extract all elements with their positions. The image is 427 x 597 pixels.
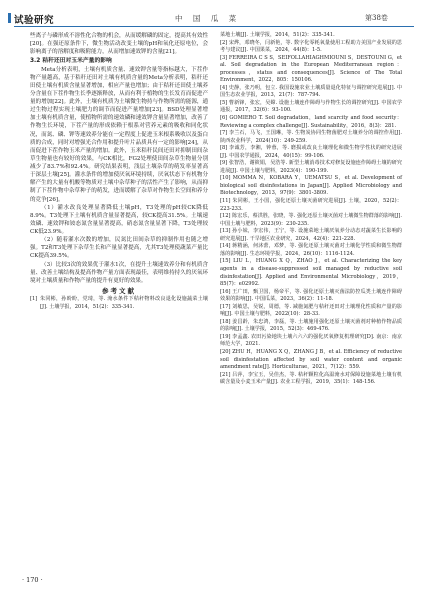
reference-item: [21] 吕萍，李宝玉，吴佳杰，等. 秸秆颗粒化高温淹水对保障设施菜地土壤有机碳含量及小麦玉米产量[J]. 农业工程学报，2019，35(1)：148-156.	[220, 371, 402, 386]
section-tag-marker	[8, 13, 11, 23]
references-title: 参考文献	[102, 286, 136, 295]
header-divider	[14, 26, 414, 27]
section-tag: 试验研究	[14, 15, 55, 26]
reference-item: [12] 陈宏乐，蔡洪胜，张晓，等. 强化还原土壤灭菌对土壤微生物群落的影响[J]. 中国土壤与肥料，2023(9)：230-235.	[220, 213, 402, 227]
reference-number: [1]	[30, 296, 38, 302]
reference-text: 朱同彬，孙盼盼，党琦，等. 淹水条件下秸秆物料改良退化设施蔬菜土壤[J]. 土壤学报，2014，51(2)：335-341.	[40, 296, 208, 310]
reference-item: [8] 李诚芳，李湘，钟蓉，等. 磨损或改良土壤理化和微生物学性状的研究进展[J]. 中国农学通报，2024，40(15)：99-106.	[220, 145, 402, 159]
reference-item: [14] 蒋精涵，何沐蕾，邓梦，等. 强化还原土壤灭菌对土壤化学性质和微生物群落的影响[J]. 生态环境学报，2024，26(10)：1116-1124.	[220, 243, 402, 257]
reference-item: [4] 史静，张乃明，包立. 我国设施农业土壤质量退化特征与调控研究进展[J]. 中国生态农业学报，2013，21(7)：787-794.	[220, 84, 402, 99]
journal-name: 中 国 瓜 菜	[175, 14, 241, 23]
reference-item: [10] MOMMA N，KOBARA Y，UEMATSU S，et al. Development of biological soil disinfestations in Japan[J]. Applied Microbiology and Biotechnology，2013，97(9)：3801-3809.	[220, 175, 402, 197]
reference-item: [3] FERREIRA C S S，SEIFOLLAHIAGHMIOUNI S，DESTOUNI G，et al. Soil degradation in the European Mediterranean region：processes，status and consequences[J]. Science of The Total Environment，2022，805：150106.	[220, 54, 402, 84]
body-paragraph: （2）随着灌水次数的增加，民氮比田间杂草的抑制作用也随之增强。T2和T3处理下杂草生长和产量显著提高，尤其T3处理使蔬菜产量比CK提高39.5%。	[30, 237, 208, 260]
reference-item: [11] 朱同彬，王小国，强化还原土壤灭菌研究进展[J]. 土壤，2020，52(2)：223-233.	[220, 198, 402, 212]
reference-item: [5] 曹新锋，张宏，吴嫦. 设施土壤连作障碍与作物生长的调控研究[J]. 中国农学通报，2017，32(6)：93-100.	[220, 99, 402, 114]
left-column	[30, 32, 208, 311]
page-header	[0, 0, 427, 30]
reference-item: [19] 李孟鑫. 农田污染地块土壤六六六的强化厌氧修复机理研究[D]. 南京：南京师范大学，2021.	[220, 333, 402, 348]
reference-item: [13] 孙小妹，李宏伟，王宁，等. 设施菜地土壤厌氧养分动态对蔬菜生长影响的研究进展[J]. 干旱地区农业研究，2024，42(4)：221-228.	[220, 228, 402, 242]
page-number: · 170 ·	[22, 576, 43, 584]
body-paragraph: （3）比较3次的效果优于灌水1次，在提升土壤速效养分和有机质含量、改善土壤结构及提高作物产量方面表现最佳，表明维持持久的厌氧环境对土壤质量和作物产量的提升有更好的效果。	[30, 261, 208, 284]
reference-item: [18] 姜昌龄，朱忠鸿，李磊，等. 土壤施用强化还原土壤灭菌剂对种植作物品质的影响[J]. 土壤学报，2015，52(3)：469-476.	[220, 318, 402, 333]
body-paragraph: Meta分析表明，土壤有机质含量、速效钾含量等指标越大，下茬作物产量越高，基于秸秆还田对土壤有机质含量的Meta分析表明，秸秆还田使土壤有机质含量显著增加，相应产量也增加；由于秸秆还田使土壤养分含量在下茬作物生长季逐渐释放，从而有利于植物的生长发育而促进产量的增加[22]。此外，土壤有机质为土壤微生物持与作物所需的能源，通过生物过程实现土壤肥力的调节而促进产量增加[23]。BSD处理显著增加土壤有机质含量，使植物所需的速效磷和速效钾含量显著增加，改善了作物生长环境，下茬产量的形成依赖于根系对营养元素的吸收和同化状况，而氮、磷、钾等速效养分能在一定程度上促进玉米根系吸收以及蛋白质的合成，同时对增强光合作用和提升叶片品质具有一定的影响[24]，从而促进下茬作物玉米产量的增加。此外，玉米秸秆民间还田对抑制田间杂草生物量也有较好的效果，与CK相比，FG2处理使田间杂草生物量分别减少了83.7%和92.4%。研究结果表明，浅层土壤杂草的萌发率显著高于深层土壤[25]。灌水条件的增加使厌氧环境持续，厌氧状态下有机物分解产生的大量有机酸等物质对土壤中杂草种子的活性产生了影响，从而抑制了下茬作物中杂草种子的萌发，进而缓解了杂草对作物生长空间和养分的竞争[26]。	[30, 66, 208, 203]
volume-label: 第38卷	[365, 14, 388, 22]
reference-item: [9] 张智浩，谢筱娟，吴浩等. 新型土壤消毒技术对修复设施连作障碍土壤的研究进展[J]. 中国土壤与肥料，2023(4)：190-199.	[220, 160, 402, 174]
intro-paragraph: 些离子与磷形成不溶性化合物的机会，从而缓解磷的固定，提高其有效性[20]。在强还原条件下，微生物活动改变土壤的pH和氧化还原电位，会影响离子的溶解度和吸附能力，从而增加速效钾的含量[21]。	[30, 33, 208, 56]
reference-item: [15] LIU L，HUANG X Q，ZHAO J，et al. Characterizing the key agents in a disease-suppressed soil managed by reductive soil disinfestation[J]. Applied and Environmental Microbiology，2019，85(7)：e02992.	[220, 258, 402, 288]
reference-item: 菜地土壤[J]. 土壤学报，2014，51(2)：335-341.	[220, 32, 335, 38]
reference-item: [17] 刘敏思，吴锐，周德，等. 减施氮肥与秸秆还田对土壤理化性质和产量的影响[J]. 中国土壤与肥料，2022(10)：28-33.	[220, 303, 402, 318]
body-paragraph: （1）灌水改良处理显著降低土壤pH，T3处理的pH较CK降低8.9%。T3处理下土壤有机质含量显著提高，较CK提高31.5%。土壤速效磷、速效钾和铵态氮含量显著提高，硝态氮含量显著下降，T3处理较CK低23.9%。	[30, 204, 208, 235]
reference-item: [7] 李兰石，马飞，王国琳，等. 生物炭协同生物菌肥对土壤养分的调控作用[J]. 陕西农业科学，2024(10)：249-259.	[220, 130, 402, 144]
reference-item	[30, 296, 208, 311]
reference-item: [16] 王广田，甄卫国，杨帝平，等. 强化还原土壤灭菌法防控瓜类土壤连作障碍效果的影响[J]. 中国瓜菜，2023，36(2)：11-18.	[220, 288, 402, 303]
reference-item: [2] 宋烨，邓晓冬，闫新艳，等. 数字化零耗氧量使用工程助力美国产业发展的思考与建议[J]. 中国果菜，2024，44(8)：1-5.	[220, 39, 402, 54]
section-heading: 3.2 秸秆还田对玉米产量的影响	[30, 57, 112, 64]
reference-item: [6] GOMIERO T. Soil degradation，land scarcity and food security：Reviewing a complex challenge[J]. Sustainability，2016，8(3)：281.	[220, 115, 402, 129]
reference-item: [20] ZHU H，HUANG X Q，ZHANG J B，et al. Efficiency of reductive soil disinfestation affected by soil water content and organic amendment rate[J]. Horticulturae，2021，7(12)：559.	[220, 348, 402, 371]
right-column	[220, 32, 402, 387]
